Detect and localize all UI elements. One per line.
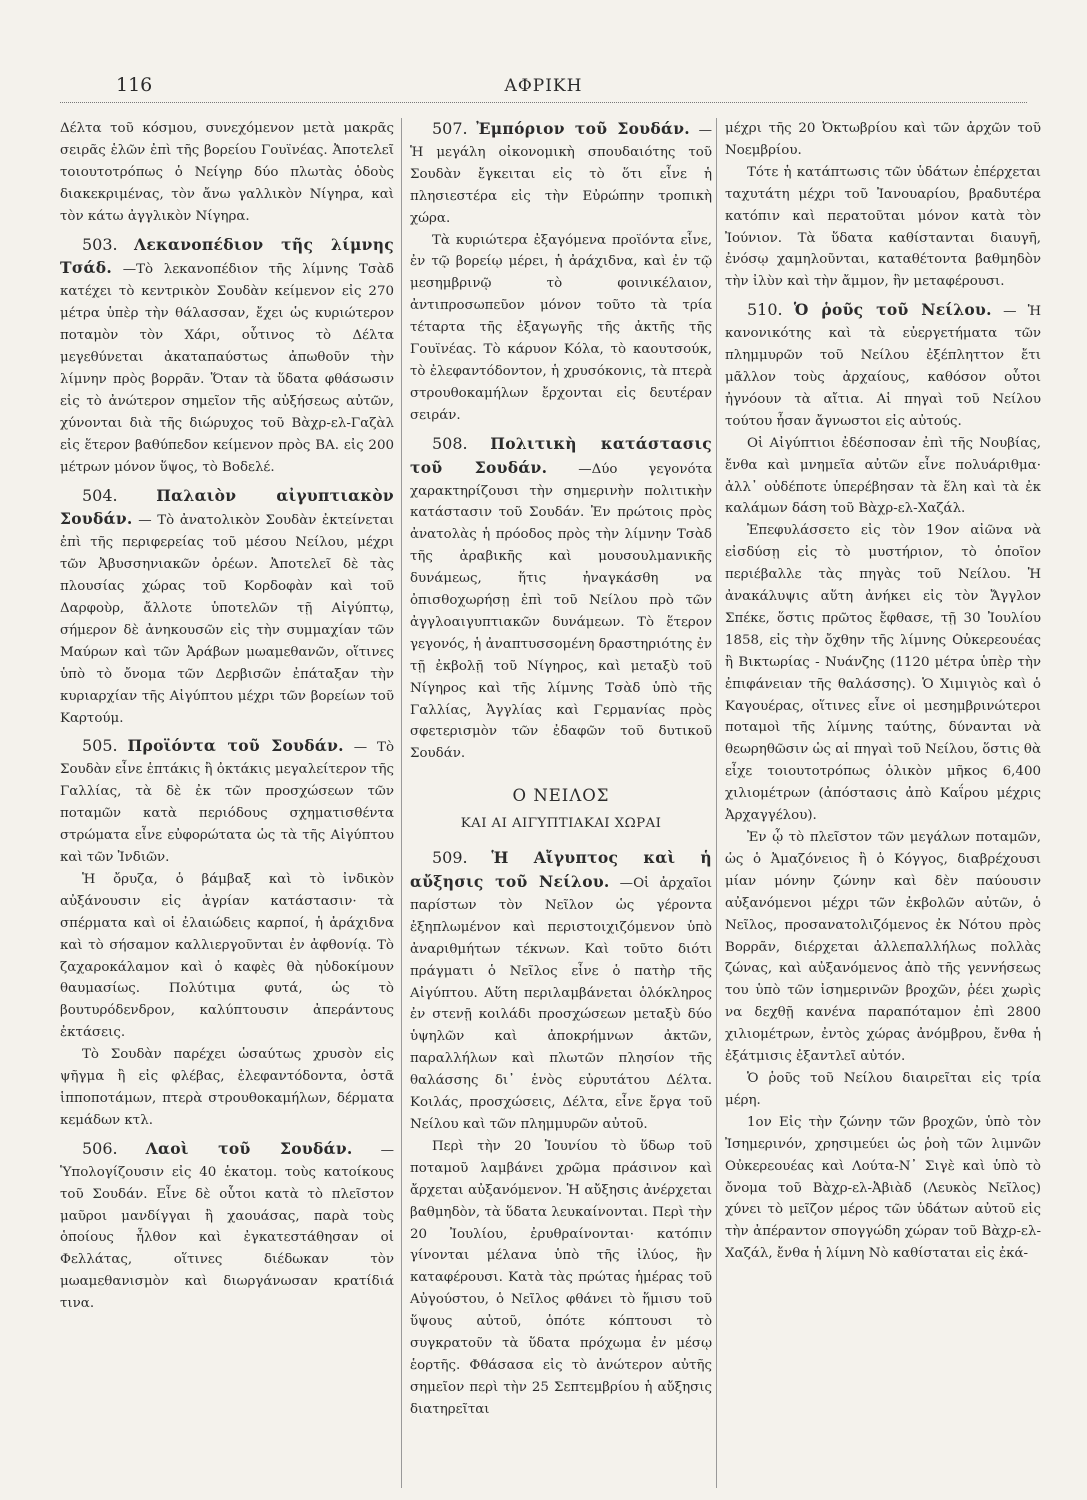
section-title: Ἡ Αἴγυπτος καὶ ἡ αὔξησις τοῦ Νείλου.: [410, 848, 712, 891]
section-506: [60, 1138, 394, 1315]
column-middle: [401, 118, 712, 1488]
running-title: ΑΦΡΙΚΗ: [504, 76, 583, 96]
section-text: — Τὸ ἀνατολικὸν Σουδὰν ἐκτείνεται ἐπὶ τῆς περιφερείας τοῦ μέσου Νείλου, μέχρι τῶν Ἀβυσσηνιακῶν ὀρέων. Ἀποτελεῖ δὲ τὰς πλουσίας χώρας τοῦ Κορδοφὰν καὶ τοῦ Δαρφοὺρ, ἄλλοτε ὑποτελῶν τῇ Αἰγύπτῳ, σήμερον δὲ ἀνηκουσῶν εἰς τὴν συμμαχίαν τῶν Μαύρων καὶ τῶν Ἀράβων μωαμεθανῶν, οἵτινες ὑπὸ τὸ ὄνομα τῶν Δερβισῶν ἐπάταξαν τὴν κυριαρχίαν τῆς Αἰγύπτου μέχρι τῶν βορείων τοῦ Καρτούμ.: [60, 513, 394, 726]
section-title: Λαοὶ τοῦ Σουδάν.: [145, 1138, 353, 1158]
section-510: [725, 299, 1041, 432]
section-504: [60, 485, 394, 730]
section-number: 507.: [432, 119, 468, 138]
section-title: Πολιτικὴ κατάστασις τοῦ Σουδάν.: [410, 433, 712, 477]
section-text: —Δύο γεγονότα χαρακτηρίζουσι τὴν σημερινὴν πολιτικὴν κατάστασιν τοῦ Σουδάν. Ἐν πρώτοις πρὸς ἀνατολὰς ἡ πρόοδος πρὸς τὴν λίμνην Τσὰδ τῆς ἀραβικῆς καὶ μουσουλμανικῆς δυνάμεως, ἥτις ἠναγκάσθη να ὀπισθοχωρήσῃ ἐπὶ τοῦ Νείλου πρὸ τῶν ἀγγλοαιγυπτιακῶν δυνάμεων. Τὸ ἕτερον γεγονός, ἡ ἀναπτυσσομένη δραστηριότης ἐν τῇ ἐκβολῇ τοῦ Νίγηρος, καὶ μεταξὺ τοῦ Νίγηρος καὶ τῆς λίμνης Τσὰδ ὑπὸ τῆς Γαλλίας, Ἀγγλίας καὶ Γερμανίας πρὸς σφετερισμὸν τῶν ἐδαφῶν τοῦ δυτικοῦ Σουδάν.: [410, 461, 712, 762]
paragraph: Περὶ τὴν 20 Ἰουνίου τὸ ὕδωρ τοῦ ποταμοῦ λαμβάνει χρῶμα πράσινον καὶ ἄρχεται αὐξανόμενον. Ἡ αὔξησις ἀνέρχεται βαθμηδὸν, τὰ ὕδατα λευκαίνονται. Περὶ τὴν 20 Ἰουλίου, ἐρυθραίνονται· κατόπιν γίνονται μέλανα ὑπὸ τῆς ἰλύος, ἣν καταφέρουσι. Κατὰ τὰς πρώτας ἡμέρας τοῦ Αὐγούστου, ὁ Νεῖλος φθάνει τὸ ἥμισυ τοῦ ὕψους αὐτοῦ, ὁπότε κόπτουσι τὸ συγκρατοῦν τὰ ὕδατα πρόχωμα ἐν μέσῳ ἑορτῆς. Φθάσασα εἰς τὸ ἀνώτερον αὐτῆς σημεῖον περὶ τὴν 25 Σεπτεμβρίου ἡ αὔξησις διατηρεῖται: [410, 1138, 712, 1417]
paragraph: Τότε ἡ κατάπτωσις τῶν ὑδάτων ἐπέρχεται ταχυτάτη μέχρι τοῦ Ἰανουαρίου, βραδυτέρα κατόπιν καὶ περατοῦται μόνον κατὰ τὸν Ἰούνιον. Τὰ ὕδατα καθίστανται διαυγῆ, ἐνόσῳ χαμηλοῦνται, καταθέτοντα βαθμηδὸν τὴν ἰλὺν καὶ τὴν ἄμμον, ἣν μεταφέρουσι.: [725, 164, 1041, 290]
paragraph: Τὰ κυριώτερα ἐξαγόμενα προϊόντα εἶνε, ἐν τῷ βορείῳ μέρει, ἡ ἀράχιδνα, καὶ ἐν τῷ μεσημβρινῷ τὸ φοινικέλαιον, ἀντιπροσωπεῦον μόνον τοῦτο τὰ τρία τέταρτα τῆς ἐξαγωγῆς τῆς ἀκτῆς τῆς Γουϊνέας. Τὸ κάρυον Κόλα, τὸ καουτσούκ, τὸ ἐλεφαντόδοντον, ἡ χρυσόκονις, τὰ πτερὰ στρουθοκαμήλων ἔρχονται εἰς δευτέραν σειράν.: [410, 232, 712, 423]
section-title: Ἐμπόριον τοῦ Σουδάν.: [476, 119, 690, 138]
paragraph: Τὸ Σουδὰν παρέχει ὡσαύτως χρυσὸν εἰς ψῆγμα ἢ εἰς φλέβας, ἐλεφαντόδοντα, ὀστᾶ ἱπποποτάμων, πτερὰ στρουθοκαμήλων, δέρματα κεμάδων κτλ.: [60, 1047, 394, 1128]
paragraph: Ἐν ᾧ τὸ πλεῖστον τῶν μεγάλων ποταμῶν, ὡς ὁ Ἀμαζόνειος ἢ ὁ Κόγγος, διαβρέχουσι μίαν μόνην ζώνην καὶ δὲν παύουσιν αὐξανόμενοι μέχρι τῶν ἐκβολῶν αὐτῶν, ὁ Νεῖλος, προσανατολιζόμενος ἐκ Νότου πρὸς Βορρᾶν, διέρχεται ἀλλεπαλλήλως πολλὰς ζώνας, καὶ αὐξανόμενος ἀπὸ τῆς γεννήσεως του ὑπὸ τῶν ἰσημερινῶν βροχῶν, ῥέει χωρὶς να δεχθῇ κανένα παραπόταμον ἐπὶ 2800 χιλιομέτρων, ἐντὸς χώρας ἀνόμβρου, ἔνθα ἡ ἐξάτμισις ἐξαντλεῖ αὐτόν.: [725, 830, 1041, 1065]
section-text: — Ἡ μεγάλη οἰκονομικὴ σπουδαιότης τοῦ Σουδὰν ἔγκειται εἰς τὸ ὅτι εἶνε ἡ πλησιεστέρα εἰς τὴν Εὐρώπην τροπικὴ χώρα.: [410, 123, 712, 226]
section-number: 506.: [82, 1138, 118, 1158]
section-text: — Ἡ κανονικότης καὶ τὰ εὐεργετήματα τῶν πλημμυρῶν τοῦ Νείλου ἐξέπληττον ἔτι μᾶλλον τοὺς ἀρχαίους, καθόσον οὗτοι ἠγνόουν τὰ αἴτια. Αἱ πηγαὶ τοῦ Νείλου τούτου ἦσαν ἄγνωστοι εἰς αὐτούς.: [725, 304, 1041, 429]
chapter-title: Ο ΝΕΙΛΟΣ: [512, 786, 610, 806]
chapter-subtitle: ΚΑΙ ΑΙ ΑΙΓΥΠΤΙΑΚΑΙ ΧΩΡΑΙ: [460, 816, 662, 832]
page-number: 116: [116, 74, 153, 96]
section-number: 505.: [82, 736, 118, 756]
paragraph: Ὁ ῥοῦς τοῦ Νείλου διαιρεῖται εἰς τρία μέρη.: [725, 1070, 1041, 1108]
section-title: Προϊόντα τοῦ Σουδάν.: [127, 736, 344, 756]
section-text: — Ὑπολογίζουσιν εἰς 40 ἑκατομ. τοὺς κατοίκους τοῦ Σουδάν. Εἶνε δὲ οὗτοι κατὰ τὸ πλεῖστον μαῦροι μανδίγγαι ἢ χαουάσας, παρὰ τοὺς ὁποίους ἦλθον καὶ ἐγκατεστάθησαν οἱ Φελλάτας, οἵτινες διέδωκαν τὸν μωαμεθανισμὸν καὶ διωργάνωσαν κρατίδιά τινα.: [60, 1142, 394, 1312]
paragraph: Ἡ ὄρυζα, ὁ βάμβαξ καὶ τὸ ἰνδικὸν αὐξάνουσιν εἰς ἀγρίαν κατάστασιν· τὰ σπέρματα καὶ οἱ ἐλαιώδεις καρποί, ἡ ἀράχιδνα καὶ τὸ σήσαμον καλλιεργοῦνται ἐν ἀφθονίᾳ. Τὸ ζαχαροκάλαμον καὶ ὁ καφὲς θὰ ηὐδοκίμουν θαυμασίως. Πολύτιμα φυτά, ὡς τὸ βουτυρόδενδρον, καλύπτουσιν ἀπεράντους ἐκτάσεις.: [60, 871, 394, 1041]
section-number: 509.: [432, 848, 468, 868]
section-509: [410, 847, 712, 1136]
section-number: 504.: [82, 485, 118, 505]
column-left: [60, 118, 394, 1488]
paragraph: Ἐπεφυλάσσετο εἰς τὸν 19ον αἰῶνα νὰ εἰσδύσῃ εἰς τὸ μυστήριον, τὸ ὁποῖον περιέβαλλε τὰς πηγὰς τοῦ Νείλου. Ἡ ἀνακάλυψις αὕτη ἀνήκει εἰς τὸν Ἄγγλον Σπέκε, ὅστις πρῶτος ἔφθασε, τῇ 30 Ἰουλίου 1858, εἰς τὴν ὄχθην τῆς λίμνης Οὐκερεουέας ἢ Βικτωρίας - Νυάνζης (1120 μέτρα ὑπὲρ τὴν ἐπιφάνειαν τῆς θαλάσσης). Ὁ Χιμιγιὸς καὶ ὁ Καγουέρας, οἵτινες εἶνε οἱ μεσημβρινώτεροι ποταμοὶ τῆς λίμνης ταύτης, δύνανται νὰ θεωρηθῶσιν ὡς αἱ πηγαὶ τοῦ Νείλου, ὅστις θὰ εἶχε τοιουτοτρόπως ὁλικὸν μῆκος 6,400 χιλιομέτρων (ἀπόστασις ἀπὸ Καΐρου μέχρις Ἀρχαγγέλου).: [725, 523, 1041, 824]
paragraph: 1ον Εἰς τὴν ζώνην τῶν βροχῶν, ὑπὸ τὸν Ἰσημερινόν, χρησιμεύει ὡς ῥοὴ τῶν λιμνῶν Οὐκερεουέας καὶ Λούτα-Ν᾽ Σιγὲ καὶ ὑπὸ τὸ ὄνομα τοῦ Βὰχρ-ελ-Ἀβιὰδ (Λευκὸς Νεῖλος) χύνει τὸ μεῖζον μέρος τῶν ὑδάτων αὐτοῦ εἰς τὴν ἀπέραντον σπογγώδη χώραν τοῦ Βὰχρ-ελ-Χαζάλ, ἔνθα ἡ λίμνη Νὸ καθίσταται εἰς ἐκά-: [725, 1114, 1041, 1262]
paragraph: μέχρι τῆς 20 Ὀκτωβρίου καὶ τῶν ἀρχῶν τοῦ Νοεμβρίου.: [725, 121, 1041, 158]
section-text: —Οἱ ἀρχαῖοι παρίστων τὸν Νεῖλον ὡς γέροντα ἐξηπλωμένον καὶ περιστοιχιζόμενον ὑπὸ ἀναριθμήτων τέκνων. Καὶ τοῦτο διότι πράγματι ὁ Νεῖλος εἶνε ὁ πατὴρ τῆς Αἰγύπτου. Αὕτη περιλαμβάνεται ὁλόκληρος ἐν στενῇ κοιλάδι προσχώσεων μεταξὺ δύο ὑψηλῶν καὶ ἀποκρήμνων ἀκτῶν, παραλλήλων καὶ πλωτῶν πλησίον τῆς θαλάσσης δι᾽ ἑνὸς εὐρυτάτου Δέλτα. Κοιλάς, προσχώσεις, Δέλτα, εἶνε ἔργα τοῦ Νείλου καὶ τῶν πλημμυρῶν αὐτοῦ.: [410, 876, 712, 1132]
column-right: [716, 118, 1041, 1488]
section-507: [410, 118, 712, 230]
section-number: 510.: [747, 300, 783, 320]
section-503: [60, 234, 394, 479]
section-title: Παλαιὸν αἰγυπτιακὸν Σουδάν.: [60, 485, 394, 529]
section-number: 503.: [82, 234, 118, 254]
section-title: Ὁ ῥοῦς τοῦ Νείλου.: [793, 300, 992, 320]
paragraph: Δέλτα τοῦ κόσμου, συνεχόμενον μετὰ μακρᾶς σειρᾶς ἑλῶν ἐπὶ τῆς βορείου Γουϊνέας. Ἀποτελεῖ τοιουτοτρόπως ὁ Νείγηρ δύο πλωτὰς ὁδοὺς διακεκριμένας, τὸν ἄνω γαλλικὸν Νίγηρα, καὶ τὸν κάτω ἀγγλικὸν Νίγηρα.: [60, 121, 394, 224]
page-header: [60, 72, 1027, 103]
section-title: Λεκανοπέδιον τῆς λίμνης Τσάδ.: [60, 234, 394, 278]
section-number: 508.: [432, 433, 468, 453]
section-text: —Τὸ λεκανοπέδιον τῆς λίμνης Τσὰδ κατέχει τὸ κεντρικὸν Σουδὰν κείμενον εἰς 270 μέτρα ὑπὲρ τὴν θάλασσαν, ἔχει ὡς κυριώτερον ποταμὸν τὸν Χάρι, οὗτινος τὸ Δέλτα μεγεθύνεται ἀκαταπαύστως ἀπωθοῦν τὴν λίμνην πρὸς βορρᾶν. Ὅταν τὰ ὕδατα φθάσωσιν εἰς τὸ ἀνώτερον σημεῖον τῆς αὐξήσεως αὐτῶν, χύνονται διὰ τῆς διώρυχος τοῦ Βὰχρ-ελ-Γαζὰλ εἰς ἕτερον βαθύπεδον κείμενον πρὸς ΒΑ. εἰς 200 μέτρων μόνον ὕψος, τὸ Βοδελέ.: [60, 262, 394, 475]
section-508: [410, 433, 712, 766]
section-505: [60, 735, 394, 868]
paragraph: Οἱ Αἰγύπτιοι ἐδέσποσαν ἐπὶ τῆς Νουβίας, ἔνθα καὶ μνημεῖα αὐτῶν εἶνε πολυάριθμα· ἀλλ᾽ οὐδέποτε ὑπερέβησαν τὰ ἕλη καὶ τὰ ἐκ καλάμων δάση τοῦ Βὰχρ-ελ-Χαζάλ.: [725, 435, 1041, 517]
section-text: — Τὸ Σουδὰν εἶνε ἑπτάκις ἢ ὀκτάκις μεγαλείτερον τῆς Γαλλίας, τὰ δὲ ἐκ τῶν προσχώσεων τῶν ποταμῶν κατὰ περιόδους σχηματισθέντα στρώματα εἶνε εὐφορώτατα ὡς τὰ τῆς Αἰγύπτου καὶ τῶν Ἰνδιῶν.: [60, 740, 394, 865]
